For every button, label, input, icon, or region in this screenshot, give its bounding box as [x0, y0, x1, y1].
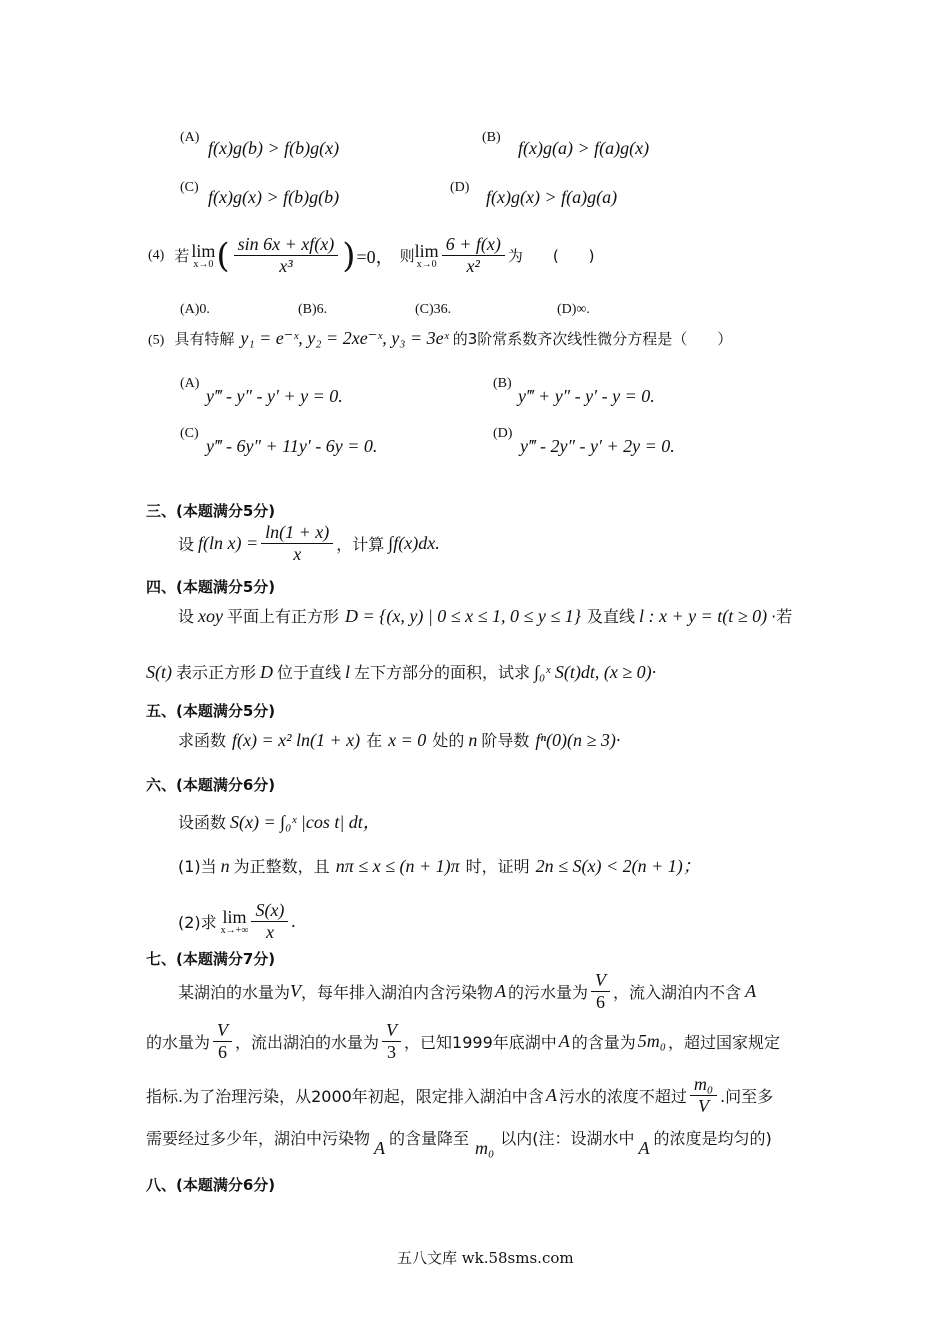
section-5-heading: 五、(本题满分5分) [146, 702, 276, 720]
s5-b: f(x) = x² ln(1 + x) [232, 730, 361, 750]
s7-fraction-3: $\frac{V}{3}$ [382, 1020, 401, 1063]
q4-equals: =0， [356, 246, 394, 267]
section-7-line-1 [178, 970, 756, 1013]
s4-l1c: 平面上有正方形 [227, 607, 340, 626]
q4-then: 则 [399, 247, 415, 265]
s3-f2: ∫f(x)dx. [388, 533, 440, 553]
q3-option-c-label: (C) [180, 180, 199, 195]
s7-l3c: 污水的浓度不超过 [558, 1087, 687, 1106]
q5-option-c-formula: y‴ - 6y″ + 11y′ - 6y = 0. [206, 436, 378, 456]
s6-l2b: n [220, 856, 230, 876]
q5-option-a-formula: y‴ - y″ - y′ + y = 0. [206, 386, 343, 406]
s7-fraction-1: $\frac{V}{6}$ [591, 970, 610, 1013]
s7-fraction-2: $\frac{V}{6}$ [213, 1020, 232, 1063]
s5-a: 求函数 [178, 731, 227, 750]
q4-prefix: 若 [174, 247, 190, 265]
s4-l1d: D = {(x, y) | 0 ≤ x ≤ 1, 0 ≤ y ≤ 1} [345, 606, 581, 626]
q4-option-d: (D)∞. [557, 302, 590, 317]
q3-option-a-formula: f(x)g(b) > f(b)g(x) [208, 138, 340, 158]
q5-number: (5) [148, 333, 165, 348]
q4-paren-close: ) [342, 235, 356, 276]
s7-l4g: 的浓度是均匀的) [653, 1129, 772, 1148]
s6-l3a: (2)求 [178, 913, 217, 932]
s4-l2f: 左下方部分的面积，试求 [354, 663, 531, 682]
s6-l2a: (1)当 [178, 857, 217, 876]
s6-l1a: 设函数 [178, 813, 227, 832]
s7-l1d: A [495, 981, 507, 1001]
q4-paren-open: ( [216, 235, 230, 276]
q5-option-d-formula: y‴ - 2y″ - y′ + 2y = 0. [520, 436, 675, 456]
section-6-heading: 六、(本题满分6分) [146, 776, 276, 794]
s6-l2e: 时，证明 [465, 857, 530, 876]
s5-h: fⁿ(0)(n ≥ 3)· [535, 730, 621, 750]
q4-blank: ( ) [552, 247, 595, 265]
q4-line [148, 234, 595, 277]
q5-suffix: 的3阶常系数齐次线性微分方程是（ ） [452, 330, 733, 348]
s7-l2b: ，流出湖泊的水量为 [235, 1033, 380, 1052]
q5-line [148, 328, 732, 349]
s4-l1f: l : x + y = t(t ≥ 0) [638, 606, 768, 626]
s7-l1a: 某湖泊的水量为 [178, 983, 291, 1002]
q4-suffix: 为 [507, 247, 523, 265]
footer-watermark: 五八文库 wk.58sms.com [397, 1249, 574, 1267]
s7-l4c: 的含量降至 [389, 1129, 470, 1148]
q4-lim-1: lim x→0 [191, 240, 216, 270]
s6-l2c: 为正整数，且 [233, 857, 330, 876]
q5-option-a-label: (A) [180, 376, 200, 391]
section-6-line-3 [178, 900, 296, 943]
s7-l2f: 5m₀ [637, 1031, 667, 1051]
s6-l1b: S(x) = ∫₀ˣ |cos t| dt， [230, 812, 381, 832]
q5-prefix: 具有特解 [174, 330, 235, 348]
section-6-line-2 [178, 852, 701, 878]
s7-l1f: ，流入湖泊内不含 [613, 983, 742, 1002]
s7-l4f: A [638, 1138, 650, 1158]
s5-c: 在 [366, 731, 383, 750]
q5-option-c-label: (C) [180, 426, 199, 441]
s5-f: n [468, 730, 478, 750]
q3-option-b-formula: f(x)g(a) > f(a)g(x) [518, 138, 650, 158]
s6-fraction: $\frac{S(x)}{x}$ [251, 900, 288, 943]
q3-option-d-formula: f(x)g(x) > f(a)g(a) [486, 187, 618, 207]
q5-option-b-label: (B) [493, 376, 512, 391]
s7-l1b: V [290, 981, 302, 1001]
s3-p2: ，计算 [336, 535, 385, 554]
s6-lim: lim x→+∞ [220, 906, 249, 936]
s4-l2g: ∫₀ˣ S(t)dt, (x ≥ 0)· [534, 662, 657, 682]
section-4-line-1 [178, 604, 792, 627]
section-3-heading: 三、(本题满分5分) [146, 502, 276, 520]
s7-l4b: A [374, 1138, 386, 1158]
q3-option-a-label: (A) [180, 130, 200, 145]
section-7-line-4 [146, 1126, 772, 1158]
s4-l1a: 设 [178, 607, 195, 626]
s4-l2b: 表示正方形 [176, 663, 257, 682]
q4-number: (4) [148, 247, 165, 263]
s4-l1g: ·若 [771, 607, 793, 626]
s7-l1c: ，每年排入湖泊内含污染物 [301, 983, 494, 1002]
section-7-line-2 [146, 1020, 780, 1063]
q5-option-b-formula: y‴ + y″ - y′ - y = 0. [518, 386, 655, 406]
s7-l1e: 的污水量为 [508, 983, 589, 1002]
section-7-heading: 七、(本题满分7分) [146, 950, 276, 968]
q4-lim-2: lim x→0 [414, 240, 439, 270]
s4-l2a: S(t) [146, 662, 172, 682]
s7-l2a: 的水量为 [146, 1033, 211, 1052]
q5-option-d-label: (D) [493, 426, 513, 441]
section-3-line [178, 522, 440, 565]
section-4-heading: 四、(本题满分5分) [146, 578, 276, 596]
q3-option-c-formula: f(x)g(x) > f(b)g(b) [208, 187, 340, 207]
s7-l1g: A [745, 981, 757, 1001]
s6-l2f: 2n ≤ S(x) < 2(n + 1)； [535, 856, 701, 876]
s7-l2g: ，超过国家规定 [668, 1033, 781, 1052]
s5-d: x = 0 [388, 730, 427, 750]
s3-p1: 设 [178, 535, 195, 554]
q3-option-b-label: (B) [482, 130, 501, 145]
s4-l2d: 位于直线 [277, 663, 342, 682]
s7-l4a: 需要经过多少年，湖泊中污染物 [146, 1129, 371, 1148]
s7-l4e: 以内(注：设湖水中 [500, 1129, 635, 1148]
s7-l2e: 的含量为 [571, 1033, 636, 1052]
s6-end: . [291, 911, 296, 931]
s3-fraction: $\frac{\ln(1 + x)}{x}$ [261, 522, 333, 565]
s4-l2c: D [260, 662, 274, 682]
q4-option-a: (A)0. [180, 302, 210, 317]
s7-l3b: A [545, 1085, 557, 1105]
section-6-line-1 [178, 808, 381, 834]
s7-l3a: 指标.为了治理污染，从2000年初起，限定排入湖泊中含 [146, 1087, 544, 1106]
s4-l1e: 及直线 [586, 607, 635, 626]
s7-l4d: m₀ [475, 1138, 495, 1158]
section-8-heading: 八、(本题满分6分) [146, 1176, 276, 1194]
s4-l1b: xoy [198, 606, 223, 626]
s5-g: 阶导数 [481, 731, 530, 750]
s6-l2d: nπ ≤ x ≤ (n + 1)π [335, 856, 460, 876]
s7-l2c: ，已知1999年底湖中 [404, 1033, 557, 1052]
section-4-line-2 [146, 660, 656, 683]
q5-formula: y₁ = e⁻ˣ, y₂ = 2xe⁻ˣ, y₃ = 3eˣ [240, 328, 449, 348]
s4-l2e: l [345, 662, 351, 682]
q4-option-b: (B)6. [298, 302, 328, 317]
q3-option-d-label: (D) [450, 180, 470, 195]
s3-f1: f(ln x) = [198, 533, 259, 553]
section-7-line-3 [146, 1074, 773, 1117]
q4-option-c: (C)36. [415, 302, 452, 317]
q4-fraction-2: $\frac{6 + f(x)}{\text{x²}}$ [442, 234, 505, 277]
s5-e: 处的 [432, 731, 465, 750]
q4-fraction-1: $\frac{\sin 6x + xf(x)}{\text{x³}}$ [234, 234, 339, 277]
s7-l2d: A [558, 1031, 570, 1051]
s7-l3d: .问至多 [720, 1087, 774, 1106]
section-5-line [178, 728, 620, 751]
s7-fraction-4: $\frac{\text{m₀}}{V}$ [690, 1074, 717, 1117]
